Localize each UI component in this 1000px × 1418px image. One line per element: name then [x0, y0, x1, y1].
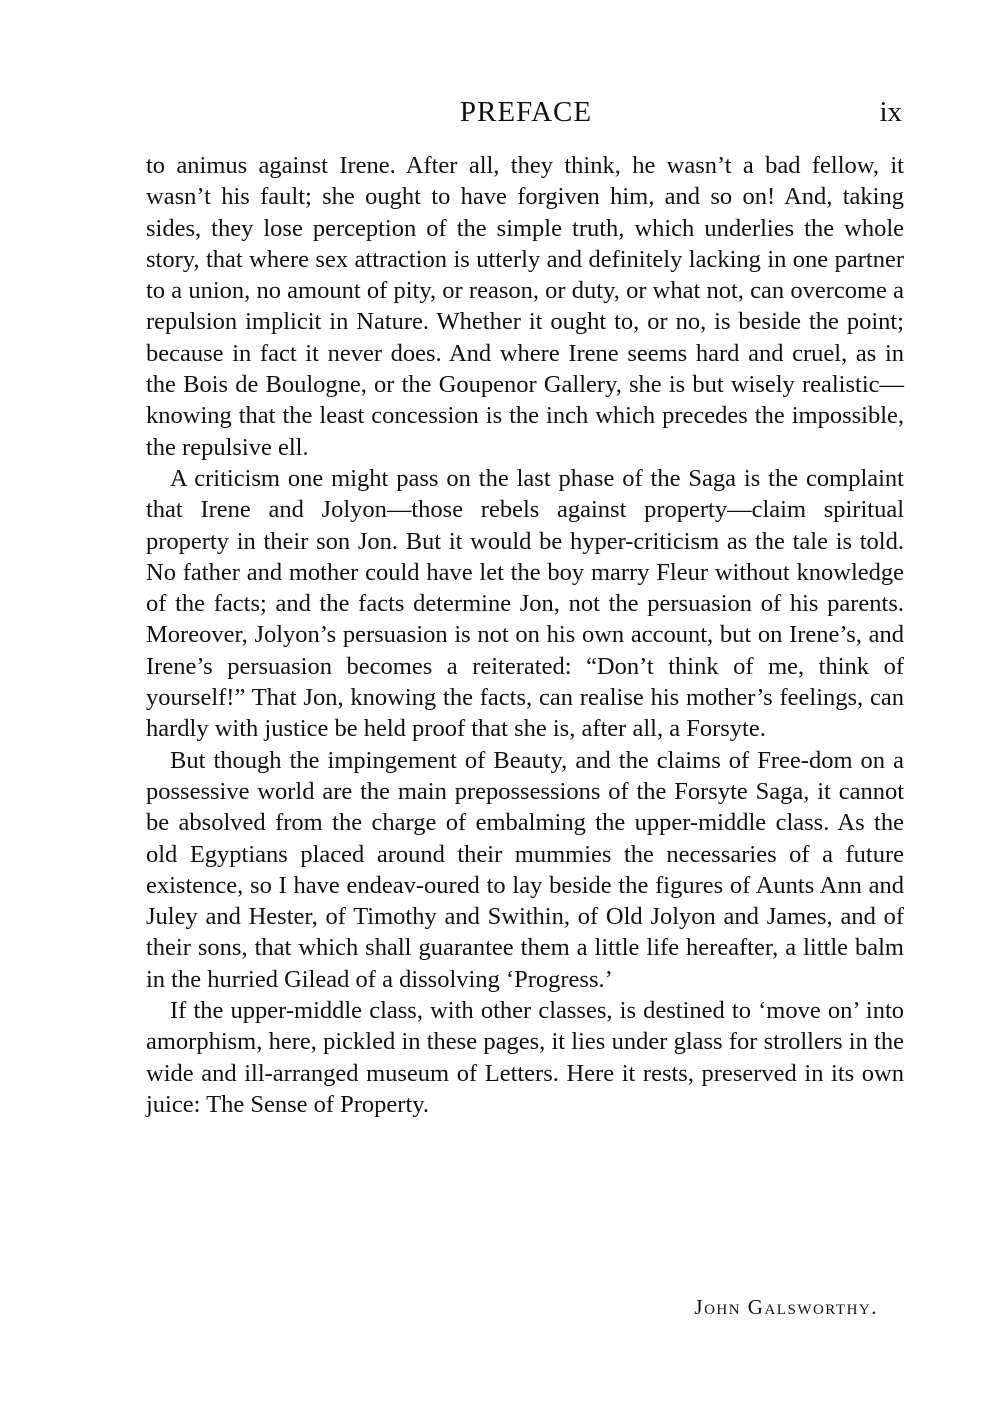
paragraph-embalming: But though the impingement of Beauty, and the claims of Free-dom on a possessive world are the main prepossessions of the Forsyte Saga, it cannot be absolved from the charge of embalming the upper-middle class. As the old Egyptians placed around their mummies the necessaries of a future existence, so I have endeav-oured to lay beside the figures of Aunts Ann and Juley and Hester, of Timothy and Swithin, of Old Jolyon and James, and of their sons, that which shall guarantee them a little life hereafter, a little balm in the hurried Gilead of a dissolving ‘Progress.’ [146, 746, 904, 993]
paragraph-continued: to animus against Irene. After all, they think, he wasn’t a bad fellow, it wasn’t his fault; she ought to have forgiven him, and so on! And, taking sides, they lose perception of the simple truth, which underlies the whole story, that where sex attraction is utterly and definitely lacking in one partner to a union, no amount of pity, or reason, or duty, or what not, can overcome a repulsion implicit in Nature. Whether it ought to, or no, is beside the point; because in fact it never does. And where Irene seems hard and cruel, as in the Bois de Boulogne, or the Goupenor Gallery, she is but wisely realistic—knowing that the least concession is the inch which precedes the impossible, the repulsive ell. [146, 152, 904, 461]
running-title: PREFACE [459, 96, 593, 128]
paragraph-criticism: A criticism one might pass on the last phase of the Saga is the complaint that Irene and Jolyon—those rebels against property—claim spiritual property in their son Jon. But it would be hyper-criticism as the tale is told. No father and mother could have let the boy marry Fleur without knowledge of the facts; and the facts determine Jon, not the persuasion of his parents. Moreover, Jolyon’s persuasion is not on his own account, but on Irene’s, and Irene’s persuasion becomes a reiterated: “Don’t think of me, think of yourself!” That Jon, knowing the facts, can realise his mother’s feelings, can hardly with justice be held proof that she is, after all, a Forsyte. [146, 464, 904, 743]
author-signature: John Galsworthy. [694, 1295, 878, 1319]
preface-body [146, 150, 904, 1120]
running-head [146, 92, 906, 132]
page-number: ix [879, 96, 902, 128]
paragraph-closing: If the upper-middle class, with other classes, is destined to ‘move on’ into amorphism, here, pickled in these pages, it lies under glass for strollers in the wide and ill-arranged museum of Letters. Here it rests, preserved in its own juice: The Sense of Property. [146, 997, 904, 1118]
